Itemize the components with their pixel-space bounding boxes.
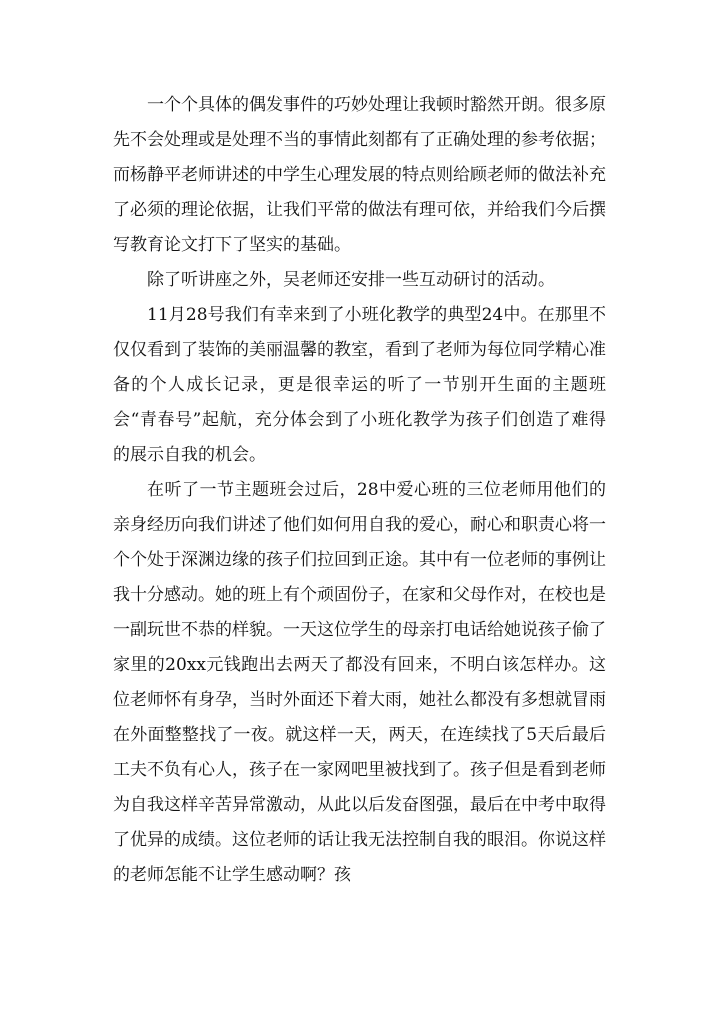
paragraph-2: 除了听讲座之外，吴老师还安排一些互动研讨的活动。 bbox=[147, 270, 555, 290]
paragraph-3: 11月28号我们有幸来到了小班化教学的典型24中。在那里不仅仅看到了装饰的美丽温馨的教室，看到了老师为每位同学精心准备的个人成长记录，更是很幸运的听了一节别开生面的主题班会“青春号”起航，充分体会到了小班化教学为孩子们创造了难得的展示自我的机会。 bbox=[113, 305, 606, 465]
paragraph-4: 在听了一节主题班会过后，28中爱心班的三位老师用他们的亲身经历向我们讲述了他们如何用自我的爱心，耐心和职责心将一个个处于深渊边缘的孩子们拉回到正途。其中有一位老师的事例让我十分感动。她的班上有个顽固份子，在家和父母作对，在校也是一副玩世不恭的样貌。一天这位学生的母亲打电话给她说孩子偷了家里的20xx元钱跑出去两天了都没有回来，不明白该怎样办。这位老师怀有身孕，当时外面还下着大雨，她社么都没有多想就冒雨在外面整整找了一夜。就这样一天，两天，在连续找了5天后最后工夫不负有心人，孩子在一家网吧里被找到了。孩子但是看到老师为自我这样辛苦异常激动，从此以后发奋图强，最后在中考中取得了优异的成绩。这位老师的话让我无法控制自我的眼泪。你说这样的老师怎能不让学生感动啊？孩 bbox=[113, 480, 606, 885]
paragraph-1: 一个个具体的偶发事件的巧妙处理让我顿时豁然开朗。很多原先不会处理或是处理不当的事情此刻都有了正确处理的参考依据；而杨静平老师讲述的中学生心理发展的特点则给顾老师的做法补充了必须的理论依据，让我们平常的做法有理可依，并给我们今后撰写教育论文打下了坚实的基础。 bbox=[113, 95, 606, 255]
body-text bbox=[113, 88, 606, 893]
